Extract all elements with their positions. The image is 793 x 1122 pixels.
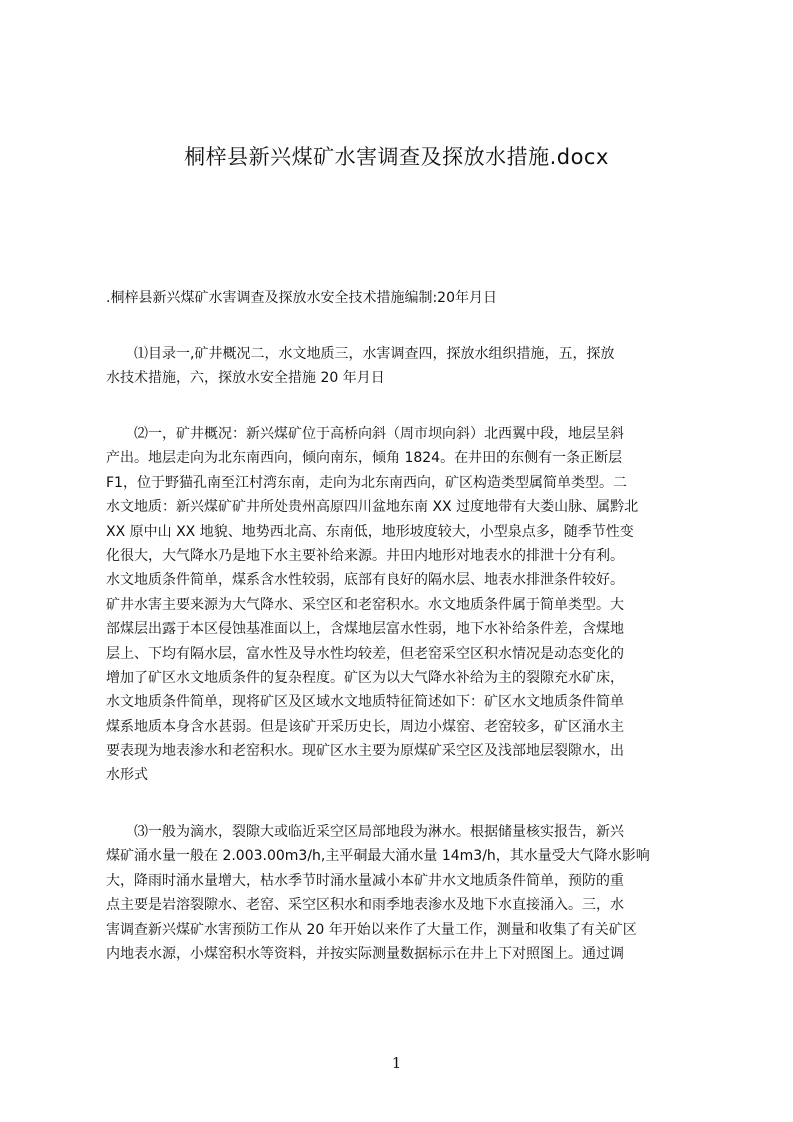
paragraph-line: F1，位于野猫孔南至江村湾东南，走向为北东南西向，矿区构造类型属简单类型。二 [106, 474, 627, 491]
paragraph-line: XX 原中山 XX 地貌、地势西北高、东南低，地形坡度较大，小型泉点多，随季节性变 [106, 523, 634, 540]
paragraph-line: 部煤层出露于本区侵蚀基准面以上，含煤地层富水性弱，地下水补给条件差，含煤地 [106, 621, 624, 638]
paragraph-line: 产出。地层走向为北东南西向，倾向南东，倾角 1824。在井田的东侧有一条正断层 [106, 450, 623, 467]
paragraph-line: 化很大，大气降水乃是地下水主要补给来源。井田内地形对地表水的排泄十分有利。 [106, 547, 624, 564]
paragraph-line: ⑶一般为滴水，裂隙大或临近采空区局部地段为淋水。根据储量核实报告，新兴 [106, 824, 624, 840]
paragraph-line: 害调查新兴煤矿水害预防工作从 20 年开始以来作了大量工作，测量和收集了有关矿区 [106, 921, 637, 938]
subtitle-line: .桐梓县新兴煤矿水害调查及探放水安全技术措施编制:20年月日 [106, 290, 497, 306]
paragraph-line: 水文地质：新兴煤矿矿井所处贵州高原四川盆地东南 XX 过度地带有大娄山脉、属黔北 [106, 499, 639, 516]
paragraph-line: 点主要是岩溶裂隙水、老窑、采空区积水和雨季地表渗水及地下水直接涌入。三，水 [106, 897, 624, 914]
paragraph-line: 水文地质条件简单，煤系含水性较弱，底部有良好的隔水层、地表水排泄条件较好。 [106, 572, 624, 589]
document-subtitle [106, 286, 696, 310]
paragraph-line: 煤系地质本身含水甚弱。但是该矿开采历史长，周边小煤窑、老窑较多，矿区涌水主 [106, 718, 624, 735]
paragraph-line: 层上、下均有隔水层，富水性及导水性均较差，但老窑采空区积水情况是动态变化的 [106, 645, 624, 662]
paragraph-line: ⑵一，矿井概况：新兴煤矿位于高桥向斜（周市坝向斜）北西翼中段，地层呈斜 [106, 426, 624, 442]
paragraph-line: 增加了矿区水文地质条件的复杂程度。矿区为以大气降水补给为主的裂隙充水矿床， [106, 669, 624, 686]
paragraph-3 [106, 820, 696, 966]
paragraph-line: 水形式 [106, 767, 148, 784]
paragraph-1 [106, 342, 696, 391]
paragraph-line: 水文地质条件简单，现将矿区及区域水文地质特征简述如下：矿区水文地质条件简单 [106, 694, 624, 711]
paragraph-line: 矿井水害主要来源为大气降水、采空区和老窑积水。水文地质条件属于简单类型。大 [106, 596, 624, 613]
paragraph-line: 要表现为地表渗水和老窑积水。现矿区水主要为原煤矿采空区及浅部地层裂隙水，出 [106, 743, 624, 760]
paragraph-line: 内地表水源，小煤窑积水等资料，并按实际测量数据标示在井上下对照图上。通过调 [106, 945, 624, 962]
paragraph-line: ⑴目录一,矿井概况二，水文地质三，水害调查四，探放水组织措施，五，探放 [106, 346, 615, 362]
paragraph-2 [106, 422, 696, 788]
document-title: 桐梓县新兴煤矿水害调查及探放水措施.docx [184, 145, 609, 169]
page-number: 1 [391, 1054, 402, 1072]
paragraph-line: 水技术措施，六，探放水安全措施 20 年月日 [106, 370, 385, 387]
paragraph-line: 大，降雨时涌水量增大，枯水季节时涌水量减小本矿井水文地质条件简单，预防的重 [106, 872, 624, 889]
paragraph-line: 煤矿涌水量一般在 2.003.00m3/h,主平硐最大涌水量 14m3/h，其水量受大气降水影响 [106, 848, 650, 865]
